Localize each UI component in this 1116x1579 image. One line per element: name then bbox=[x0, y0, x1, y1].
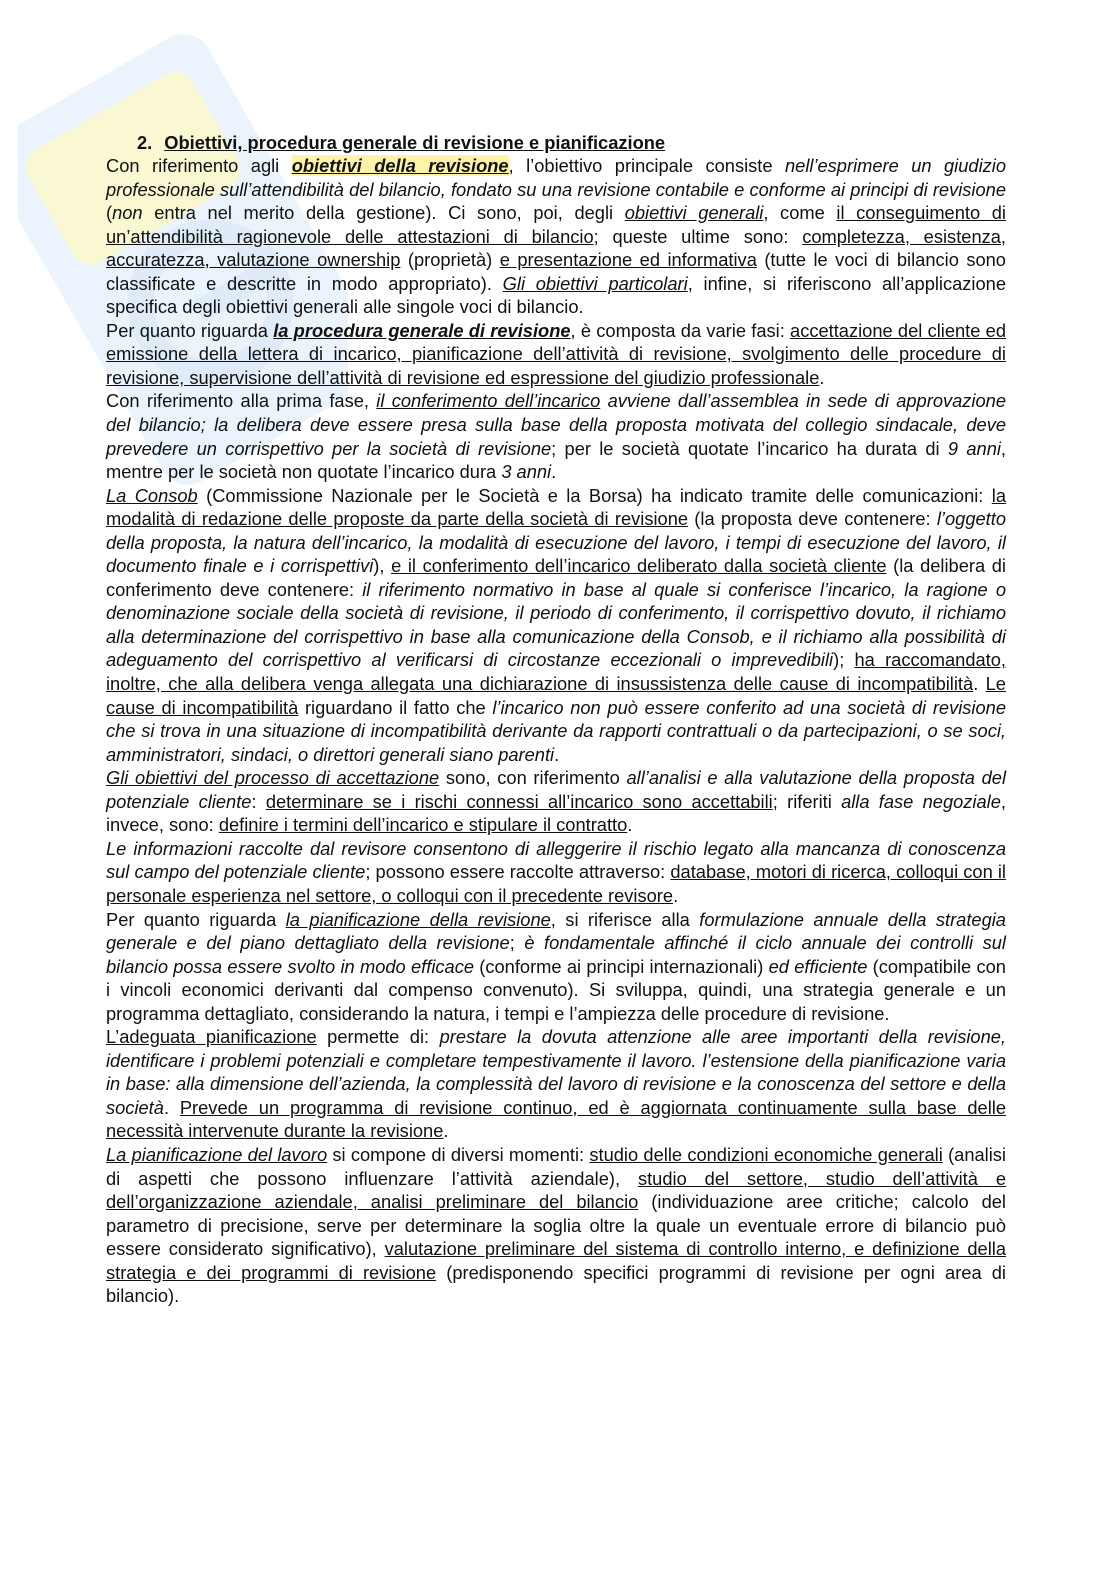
text-run: completezza, esistenza, accuratezza, valutazione ownership bbox=[106, 225, 1006, 271]
text-run: Prevede un programma di revisione continuo, ed è aggiornata continuamente sulla base delle necessità intervenute durante la revisione bbox=[106, 1096, 1006, 1142]
text-run: prestare la dovuta attenzione alle aree importanti della revisione, identificare i problemi potenziali e completare tempestivamente il lavoro. l’estensione della pianificazione varia in base: alla dimensione dell’azienda, la complessità del lavoro di revisione e la conoscenza del settore e della società bbox=[106, 1026, 1006, 1118]
text-run: . bbox=[673, 884, 679, 906]
text-run: (Commissione Nazionale per le Società e la Borsa) ha indicato tramite delle comunicazioni: bbox=[197, 484, 992, 506]
paragraph bbox=[106, 389, 1006, 483]
text-run: accettazione del cliente ed emissione della lettera di incarico, pianificazione dell’attività di revisione, svolgimento delle procedure di revisione, supervisione dell’attività di revisione ed espressione del giudizio professionale bbox=[106, 319, 1006, 388]
text-run: : bbox=[251, 790, 266, 812]
text-run: permette di: bbox=[316, 1026, 440, 1048]
paragraph bbox=[106, 766, 1006, 837]
text-run: (individuazione aree critiche; calcolo del parametro di precisione, serve per determinare la soglia oltre la quale un eventuale errore di bilancio può essere considerato significativo), bbox=[106, 1191, 1006, 1260]
text-run: L’adeguata pianificazione bbox=[106, 1026, 317, 1048]
text-run: , infine, si riferiscono all’applicazione specifica degli obiettivi generali alle singole voci di bilancio. bbox=[106, 272, 1006, 318]
text-run: , si riferisce alla bbox=[550, 908, 700, 930]
text-run: è fondamentale affinché il ciclo annuale dei controlli sul bilancio possa essere svolto in modo efficace bbox=[106, 932, 1006, 977]
text-run: Le informazioni raccolte dal revisore consentono di alleggerire il rischio legato alla mancanza di conoscenza sul campo del potenziale cliente bbox=[106, 837, 1006, 883]
text-run: avviene dall’assemblea in sede di approvazione del bilancio; la delibera deve essere presa sulla base della proposta motivata del collegio sindacale, deve prevedere un corrispettivo per la società di revisione bbox=[106, 390, 1006, 459]
text-run: . bbox=[973, 673, 986, 695]
paragraph bbox=[106, 1143, 1006, 1308]
text-run: determinare se i rischi connessi all’incarico sono accettabili bbox=[265, 790, 773, 812]
text-run: , l’obiettivo principale consiste bbox=[508, 155, 785, 176]
text-run: (tutte le voci di bilancio sono classificate e descritte in modo appropriato). bbox=[106, 249, 1006, 294]
text-run: studio delle condizioni economiche generali bbox=[589, 1143, 943, 1165]
text-run: non bbox=[112, 202, 143, 224]
text-run: obiettivi della revisione bbox=[291, 155, 509, 176]
text-run: ha raccomandato, inoltre, che alla delibera venga allegata una dichiarazione di insussistenza delle cause di incompatibilità bbox=[106, 649, 1007, 695]
text-run: La Consob bbox=[106, 484, 198, 506]
text-run: ; bbox=[509, 932, 525, 954]
text-run: database, motori di ricerca, colloqui con il personale esperienza nel settore, o colloqui con il precedente revisore bbox=[106, 861, 1006, 906]
text-run: (la delibera di conferimento deve contenere: bbox=[106, 555, 1006, 600]
paragraph bbox=[106, 908, 1006, 1026]
document-page bbox=[106, 131, 1006, 1308]
text-run: l’incarico non può essere conferito ad una società di revisione che si trova in una situazione di incompatibilità derivante da rapporti contrattuali o da partecipazioni, o se soci, amministratori, sindaci, o direttori generali siano parenti bbox=[106, 696, 1006, 765]
text-run: Con riferimento agli bbox=[106, 155, 292, 176]
text-run: sono, con riferimento bbox=[439, 767, 627, 789]
text-run: ( bbox=[106, 202, 113, 224]
text-run: valutazione preliminare del sistema di controllo interno, e definizione della strategia e dei programmi di revisione bbox=[106, 1238, 1006, 1283]
text-run: nell’esprimere un giudizio professionale sull’attendibilità del bilancio, fondato su una revisione contabile e conforme ai principi di revisione bbox=[106, 155, 1006, 200]
text-run: La pianificazione del lavoro bbox=[106, 1143, 328, 1165]
text-run: , invece, sono: bbox=[106, 790, 1006, 836]
text-run: e il conferimento dell’incarico deliberato dalla società cliente bbox=[391, 555, 887, 577]
paragraph bbox=[106, 1025, 1006, 1143]
text-run: 3 anni bbox=[501, 461, 552, 483]
paragraph bbox=[106, 484, 1006, 767]
text-run: . bbox=[551, 461, 557, 483]
text-run: alla fase negoziale bbox=[841, 790, 1001, 812]
text-run: (compatibile con i vincoli economici derivanti dal compenso convenuto). Si sviluppa, quindi, una strategia generale e un programma dettagliato, considerando la natura, i tempi e l’ampiezza delle procedure di revisione. bbox=[106, 955, 1006, 1024]
text-run: (predisponendo specifici programmi di revisione per ogni area di bilancio). bbox=[106, 1261, 1006, 1307]
text-run: 9 anni bbox=[947, 437, 1001, 459]
paragraph bbox=[106, 319, 1006, 390]
text-run: . bbox=[554, 743, 560, 765]
text-run: Gli obiettivi particolari bbox=[502, 272, 688, 294]
text-run: ; queste ultime sono: bbox=[593, 225, 803, 247]
text-run: ; riferiti bbox=[772, 790, 842, 812]
paragraph bbox=[106, 154, 1006, 319]
section-number: 2. bbox=[137, 132, 153, 153]
text-run: . bbox=[443, 1120, 449, 1142]
paragraph bbox=[106, 837, 1006, 908]
section-heading bbox=[137, 131, 1006, 154]
text-run: entra nel merito della gestione). Ci sono, poi, degli bbox=[142, 202, 625, 224]
text-run: l’oggetto della proposta, la natura dell’incarico, la modalità di esecuzione del lavoro, i tempi di esecuzione del lavoro, il documento finale e i corrispettivi bbox=[106, 508, 1006, 577]
text-run: ), bbox=[373, 555, 392, 577]
text-run: (conforme ai principi internazionali) bbox=[474, 955, 769, 977]
text-run: , mentre per le società non quotate l’incarico dura bbox=[106, 437, 1007, 483]
text-run: all’analisi e alla valutazione della proposta del potenziale cliente bbox=[106, 767, 1007, 812]
text-run: (la proposta deve contenere: bbox=[688, 508, 937, 530]
text-run: Le cause di incompatibilità bbox=[106, 673, 1006, 718]
text-run: . bbox=[819, 366, 825, 388]
text-run: la modalità di redazione delle proposte da parte della società di revisione bbox=[106, 484, 1006, 530]
text-run: ed efficiente bbox=[768, 955, 868, 977]
text-run: . bbox=[163, 1096, 180, 1118]
section-title: Obiettivi, procedura generale di revisione e pianificazione bbox=[164, 132, 666, 153]
text-run: studio del settore, studio dell’attività e dell’organizzazione aziendale, analisi preliminare del bilancio bbox=[106, 1167, 1006, 1213]
text-run: e presentazione ed informativa bbox=[499, 249, 757, 271]
text-run: Con riferimento alla prima fase, bbox=[106, 390, 377, 412]
text-run: Per quanto riguarda bbox=[106, 319, 274, 341]
text-run: riguardano il fatto che bbox=[298, 696, 493, 718]
text-run: ; possono essere raccolte attraverso: bbox=[365, 861, 671, 883]
text-run: (proprietà) bbox=[400, 249, 500, 271]
text-run: Gli obiettivi del processo di accettazione bbox=[106, 767, 440, 789]
text-run: . bbox=[627, 814, 633, 836]
text-run: formulazione annuale della strategia generale e del piano dettagliato della revisione bbox=[106, 908, 1006, 954]
text-run: ; per le società quotate l’incarico ha durata di bbox=[551, 437, 948, 459]
text-run: il riferimento normativo in base al quale si conferisce l’incarico, la ragione o denominazione sociale della società di revisione, il periodo di conferimento, il corrispettivo dovuto, il richiamo alla determinazione del corrispettivo in base alla comunicazione della Consob, e il richiamo alla possibilità di adeguamento del corrispettivo al verificarsi di circostanze eccezionali o imprevedibili bbox=[106, 578, 1006, 671]
text-run: , come bbox=[763, 202, 837, 224]
text-run: il conseguimento di un’attendibilità ragionevole delle attestazioni di bilancio bbox=[106, 202, 1006, 247]
text-run: si compone di diversi momenti: bbox=[327, 1143, 590, 1165]
text-run: , è composta da varie fasi: bbox=[570, 319, 791, 341]
text-run: Per quanto riguarda bbox=[106, 908, 286, 930]
text-run: la procedura generale di revisione bbox=[273, 319, 571, 341]
text-run: (analisi di aspetti che possono influenzare l’attività aziendale), bbox=[106, 1143, 1006, 1189]
text-run: definire i termini dell’incarico e stipulare il contratto bbox=[218, 814, 628, 836]
text-run: obiettivi generali bbox=[624, 202, 764, 224]
text-run bbox=[600, 390, 607, 411]
text-run: il conferimento dell’incarico bbox=[376, 390, 601, 412]
body-text bbox=[106, 154, 1006, 1308]
text-run: la pianificazione della revisione bbox=[285, 908, 551, 930]
text-run: ); bbox=[833, 649, 855, 671]
